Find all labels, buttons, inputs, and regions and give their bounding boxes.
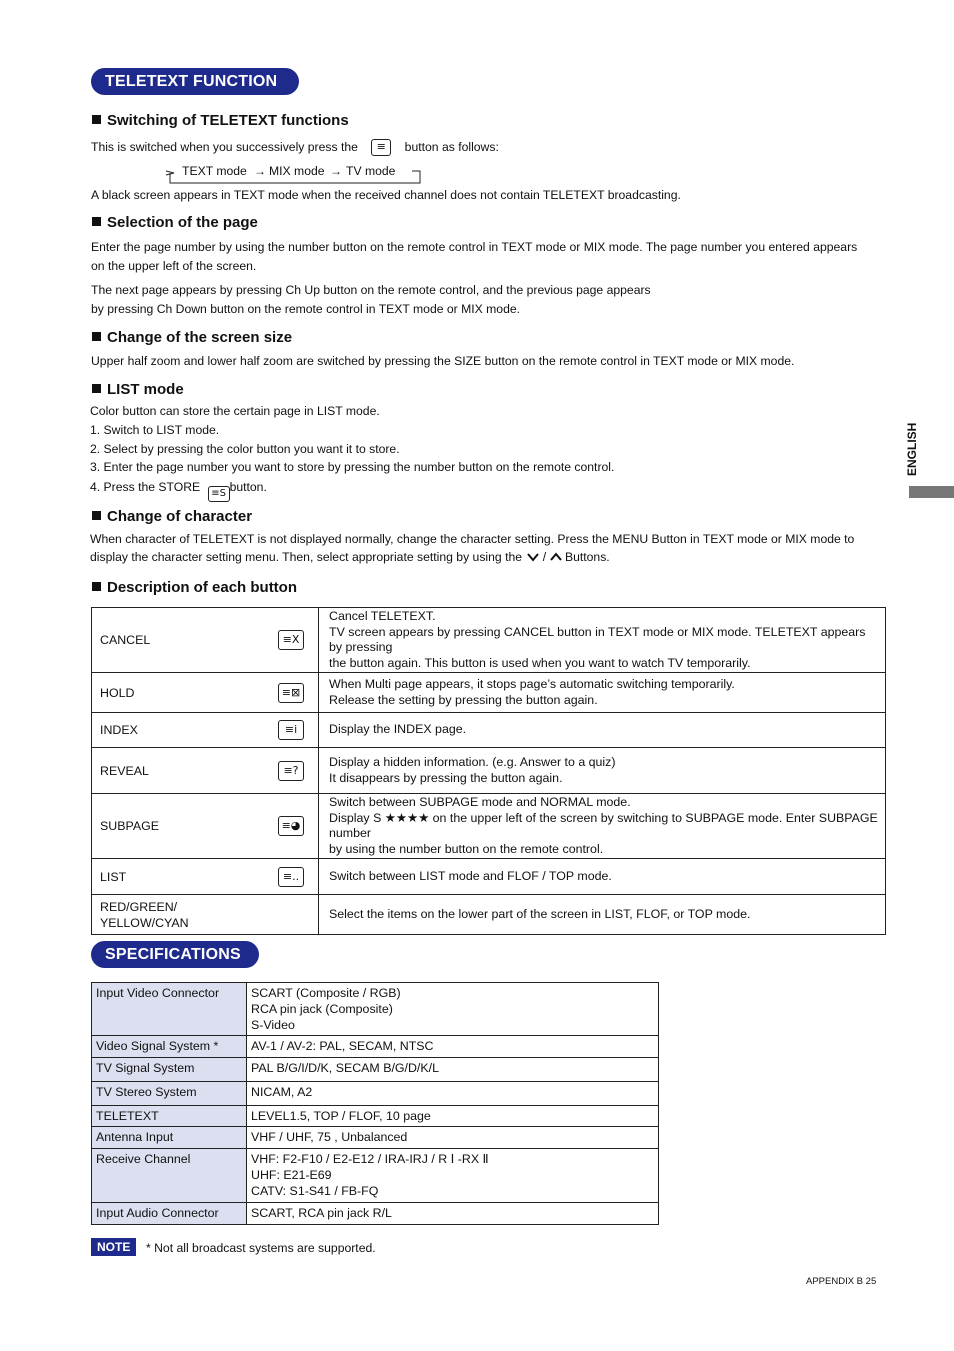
index-icon: ≡i [278, 720, 304, 740]
mode-flow-diagram [164, 163, 422, 185]
list-icon: ≡.. [278, 867, 304, 887]
button-name-reveal: REVEAL ≡? [92, 748, 319, 794]
note-badge: NOTE [91, 1238, 136, 1256]
side-tab-label: ENGLISH [905, 422, 919, 476]
cancel-icon: ≡X [278, 630, 304, 650]
character-p1: When character of TELETEXT is not displayed normally, change the character setting. Press the MENU Button in TEXT mode or MIX mode to [90, 532, 855, 546]
list-step1: 1. Switch to LIST mode. [90, 423, 220, 437]
list-step3: 3. Enter the page number you want to store by pressing the number button on the remote control. [90, 460, 615, 474]
spec-value: SCART (Composite / RGB) RCA pin jack (Composite) S-Video [247, 983, 659, 1036]
spec-value: AV-1 / AV-2: PAL, SECAM, NTSC [247, 1036, 659, 1058]
section-title-specifications: SPECIFICATIONS [91, 941, 259, 968]
table-row [92, 983, 659, 1036]
button-desc-hold: When Multi page appears, it stops page’s automatic switching temporarily. Release the setting by pressing the button again. [319, 673, 886, 713]
button-desc-reveal: Display a hidden information. (e.g. Answer to a quiz) It disappears by pressing the button again. [319, 748, 886, 794]
heading-list-mode: LIST mode [92, 381, 184, 398]
table-row [92, 713, 886, 748]
switching-note: A black screen appears in TEXT mode when the received channel does not contain TELETEXT broadcasting. [91, 188, 681, 202]
spec-value: NICAM, A2 [247, 1082, 659, 1106]
selection-p1b: on the upper left of the screen. [91, 259, 257, 273]
chevron-down-icon [527, 552, 539, 562]
spec-value: VHF / UHF, 75 , Unbalanced [247, 1127, 659, 1149]
arrow-right-icon: → [330, 164, 342, 178]
spec-key: Antenna Input [92, 1127, 247, 1149]
button-desc-index: Display the INDEX page. [319, 713, 886, 748]
table-row [92, 794, 886, 859]
button-desc-color: Select the items on the lower part of the screen in LIST, FLOF, or TOP mode. [319, 895, 886, 935]
table-row [92, 748, 886, 794]
table-row [92, 1058, 659, 1082]
heading-character: Change of character [92, 508, 252, 525]
button-desc-subpage: Switch between SUBPAGE mode and NORMAL mode. Display S ★★★★ on the upper left of the screen by switching to SUBPAGE mode. Enter SUBPAGE number by using the number button on the remote control. [319, 794, 886, 859]
list-intro: Color button can store the certain page in LIST mode. [90, 404, 380, 418]
section-title-teletext: TELETEXT FUNCTION [91, 68, 299, 95]
spec-key: TV Signal System [92, 1058, 247, 1082]
spec-value: VHF: F2-F10 / E2-E12 / IRA-IRJ / R Ⅰ -RX Ⅱ UHF: E21-E69 CATV: S1-S41 / FB-FQ [247, 1149, 659, 1203]
switching-line: This is switched when you successively press the ≡ button as follows: [91, 138, 499, 157]
teletext-button-icon: ≡ [371, 139, 391, 156]
list-step2: 2. Select by pressing the color button you want it to store. [90, 442, 400, 456]
heading-buttons: Description of each button [92, 579, 297, 596]
note-text: * Not all broadcast systems are supported. [146, 1241, 376, 1255]
flow-text-mode: TEXT mode [182, 164, 247, 178]
heading-switching: Switching of TELETEXT functions [92, 112, 349, 129]
button-desc-cancel: Cancel TELETEXT. TV screen appears by pressing CANCEL button in TEXT mode or MIX mode. TELETEXT appears by pressing the button again. This button is used when you want to watch TV temporarily. [319, 608, 886, 673]
table-row [92, 895, 886, 935]
table-row [92, 1149, 659, 1203]
list-step4: 4. Press the STORE ≡S button. [90, 478, 267, 502]
selection-p2b: by pressing Ch Down button on the remote control in TEXT mode or MIX mode. [91, 302, 521, 316]
character-p2: display the character setting menu. Then, select appropriate setting by using the / Buttons. [90, 550, 610, 564]
button-desc-list: Switch between LIST mode and FLOF / TOP mode. [319, 859, 886, 895]
spec-key: Input Audio Connector [92, 1203, 247, 1225]
button-description-table [91, 607, 886, 935]
button-name-cancel: CANCEL ≡X [92, 608, 319, 673]
spec-key: TELETEXT [92, 1106, 247, 1127]
table-row [92, 1106, 659, 1127]
arrow-right-icon: → [254, 164, 266, 178]
table-row [92, 608, 886, 673]
side-tab-marker [909, 486, 954, 498]
spec-key: Receive Channel [92, 1149, 247, 1203]
hold-icon: ≡⊠ [278, 683, 304, 703]
spec-key: Video Signal System * [92, 1036, 247, 1058]
spec-value: PAL B/G/I/D/K, SECAM B/G/D/K/L [247, 1058, 659, 1082]
table-row [92, 673, 886, 713]
button-name-index: INDEX ≡i [92, 713, 319, 748]
spec-key: Input Video Connector [92, 983, 247, 1036]
specifications-table [91, 982, 659, 1225]
table-row [92, 1203, 659, 1225]
spec-key: TV Stereo System [92, 1082, 247, 1106]
spec-value: LEVEL1.5, TOP / FLOF, 10 page [247, 1106, 659, 1127]
heading-screen-size: Change of the screen size [92, 329, 292, 346]
page-footer: APPENDIX B 25 [806, 1276, 877, 1287]
chevron-up-icon [550, 552, 562, 562]
reveal-icon: ≡? [278, 761, 304, 781]
table-row [92, 859, 886, 895]
button-name-color: RED/GREEN/ YELLOW/CYAN [92, 895, 319, 935]
table-row [92, 1127, 659, 1149]
spec-value: SCART, RCA pin jack R/L [247, 1203, 659, 1225]
selection-p1a: Enter the page number by using the number button on the remote control in TEXT mode or MIX mode. The page number you entered appears [91, 240, 858, 254]
subpage-icon: ≡◕ [278, 816, 304, 836]
button-name-hold: HOLD ≡⊠ [92, 673, 319, 713]
screen-size-p1: Upper half zoom and lower half zoom are switched by pressing the SIZE button on the remote control in TEXT mode or MIX mode. [91, 354, 795, 368]
button-name-subpage: SUBPAGE ≡◕ [92, 794, 319, 859]
flow-mix-mode: MIX mode [269, 164, 325, 178]
heading-selection: Selection of the page [92, 214, 258, 231]
selection-p2a: The next page appears by pressing Ch Up button on the remote control, and the previous page appears [91, 283, 651, 297]
store-button-icon: ≡S [208, 486, 230, 502]
table-row [92, 1036, 659, 1058]
flow-tv-mode: TV mode [346, 164, 396, 178]
table-row [92, 1082, 659, 1106]
button-name-list: LIST ≡.. [92, 859, 319, 895]
